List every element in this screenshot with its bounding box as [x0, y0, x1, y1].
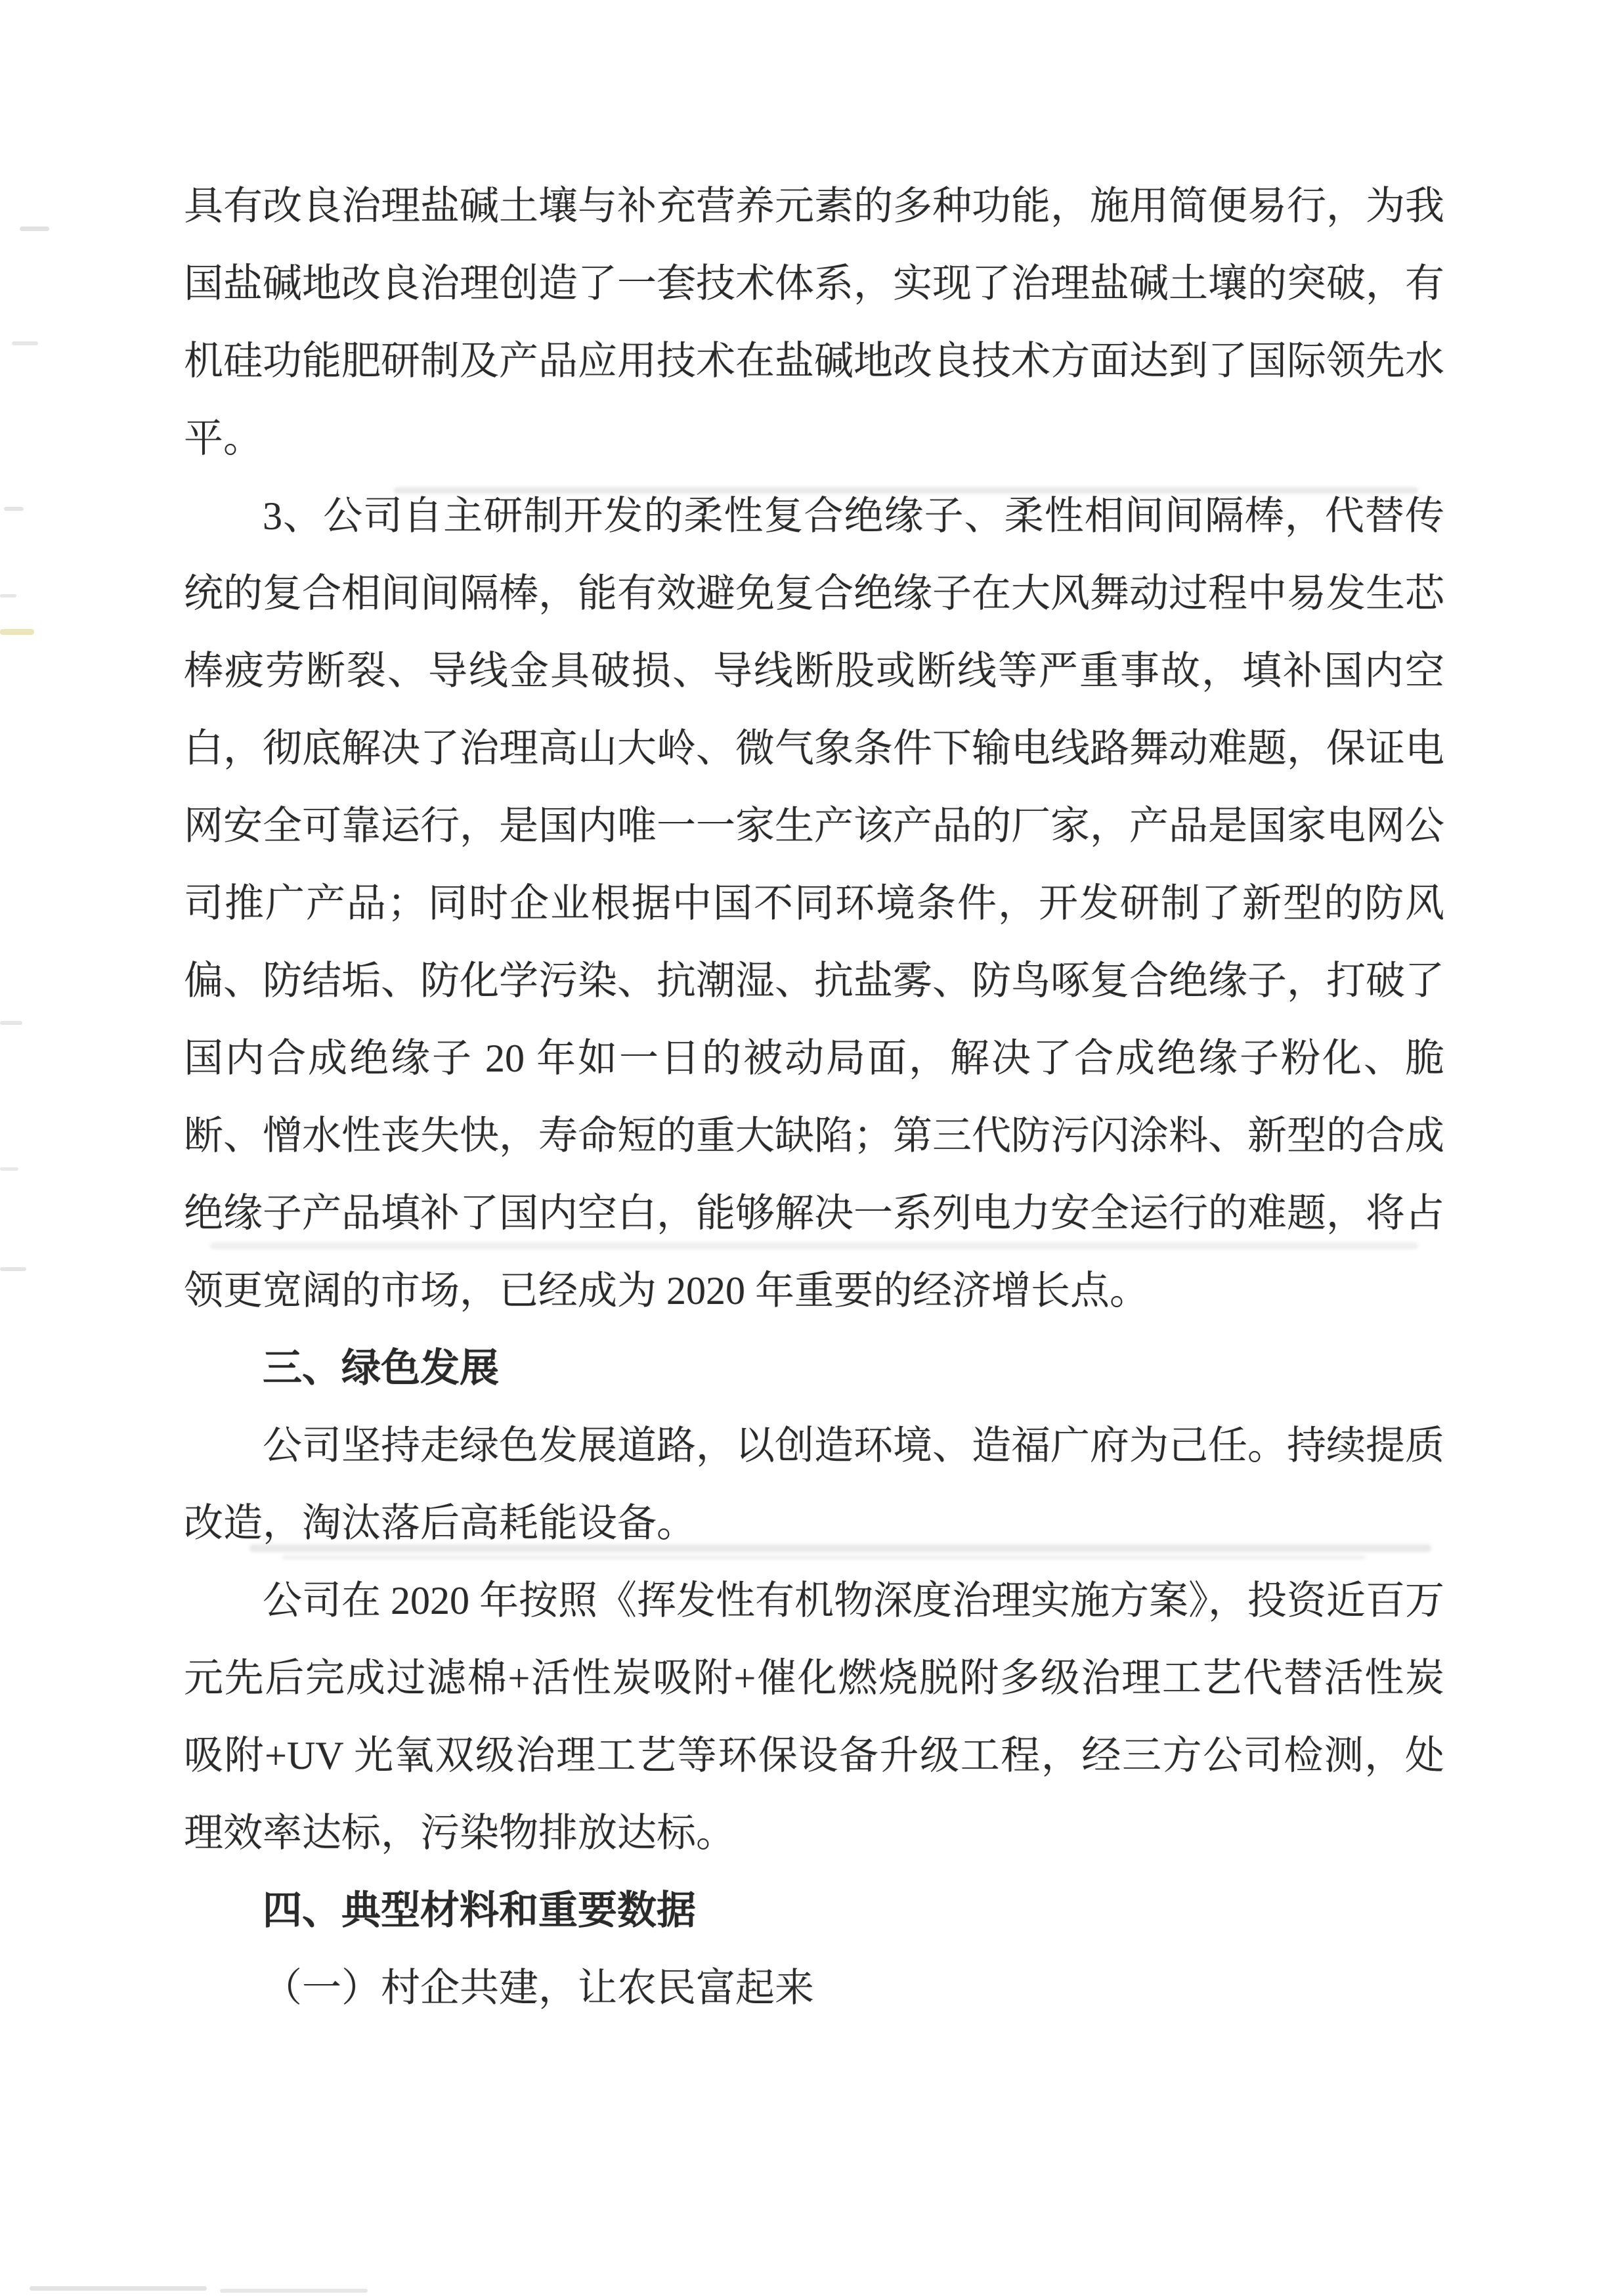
scan-artifact: [282, 1555, 1366, 1560]
scan-artifact: [210, 1242, 1418, 1249]
scan-artifact: [394, 487, 1418, 494]
paragraph-flexible-insulators: 3、公司自主研制开发的柔性复合绝缘子、柔性相间间隔棒，代替传统的复合相间间隔棒，能有效避免复合绝缘子在大风舞动过程中易发生芯棒疲劳断裂、导线金具破损、导线断股或断线等严重事故，填补国内空白，彻底解决了治理高山大岭、微气象条件下输电线路舞动难题，保证电网安全可靠运行，是国内唯一一家生产该产品的厂家，产品是国家电网公司推广产品；同时企业根据中国不同环境条件，开发研制了新型的防风偏、防结垢、防化学污染、抗潮湿、抗盐雾、防鸟啄复合绝缘子，打破了国内合成绝缘子 20 年如一日的被动局面，解决了合成绝缘子粉化、脆断、憎水性丧失快，寿命短的重大缺陷；第三代防污闪涂料、新型的合成绝缘子产品填补了国内空白，能够解决一系列电力安全运行的难题，将占领更宽阔的市场，已经成为 2020 年重要的经济增长点。: [184, 494, 1444, 1312]
scan-artifact: [30, 2286, 207, 2291]
scan-artifact: [0, 1021, 22, 1025]
scan-artifact: [0, 1267, 26, 1271]
scan-artifact: [0, 1167, 18, 1171]
scan-artifact: [249, 1544, 1431, 1552]
section-heading-green-development: 三、绿色发展: [263, 1346, 499, 1390]
scan-artifact: [0, 629, 34, 635]
document-body: [184, 167, 1444, 2027]
scan-artifact: [0, 594, 16, 597]
section-heading-typical-materials: 四、典型材料和重要数据: [263, 1888, 696, 1932]
paragraph-salt-soil-continuation: 具有改良治理盐碱土壤与补充营养元素的多种功能，施用简便易行，为我国盐碱地改良治理创造了一套技术体系，实现了治理盐碱土壤的突破，有机硅功能肥研制及产品应用技术在盐碱地改良技术方面达到了国际领先水平。: [184, 184, 1444, 460]
paragraph-voc-treatment-upgrade: 公司在 2020 年按照《挥发性有机物深度治理实施方案》，投资近百万元先后完成过滤棉+活性炭吸附+催化燃烧脱附多级治理工艺代替活性炭吸附+UV 光氧双级治理工艺等环保设备升级工程，经三方公司检测，处理效率达标，污染物排放达标。: [184, 1579, 1444, 1855]
scan-artifact: [12, 341, 38, 345]
subsection-heading-village-enterprise: （一）村企共建，让农民富起来: [263, 1966, 814, 2010]
paragraph-green-path: 公司坚持走绿色发展道路，以创造环境、造福广府为己任。持续提质改造，淘汰落后高耗能设备。: [184, 1424, 1444, 1545]
scan-artifact: [20, 227, 49, 231]
scan-artifact: [4, 507, 24, 511]
scan-artifact: [220, 2289, 368, 2293]
